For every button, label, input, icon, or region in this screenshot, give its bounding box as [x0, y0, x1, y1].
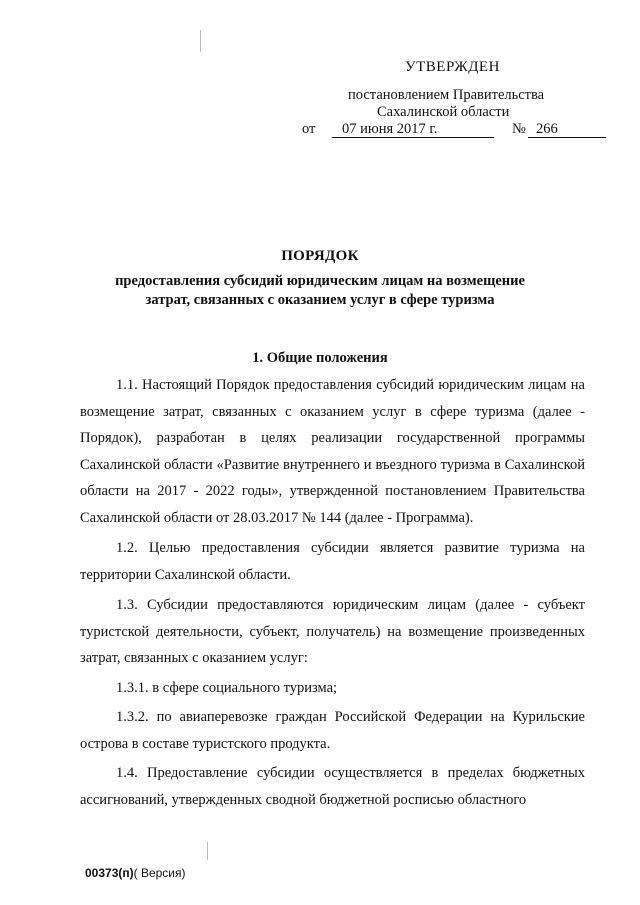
subtitle-line-2: затрат, связанных с оказанием услуг в сфере туризма — [145, 292, 495, 308]
approval-date: 07 июня 2017 г. — [342, 121, 438, 137]
footer-code: 00373(п) — [85, 866, 134, 880]
approval-number: 266 — [536, 121, 558, 137]
scan-mark — [200, 30, 201, 52]
approval-date-line — [302, 120, 602, 140]
section-title: 1. Общие положения — [252, 350, 388, 366]
date-field — [332, 120, 494, 138]
from-label: от — [302, 121, 316, 137]
paragraph: 1.1. Настоящий Порядок предоставления субсидий юридическим лицам на возмещение затрат, связанных с оказанием услуг в сфере туризма (далее - Порядок), разработан в целях реализации государственной программы Сахалинской области «Развитие внутреннего и въездного туризма в Сахалинской области на 2017 - 2022 годы», утвержденной постановлением Правительства Сахалинской области от 28.03.2017 № 144 (далее - Программа). — [80, 377, 585, 526]
number-field — [528, 120, 606, 138]
document-title: ПОРЯДОК — [281, 248, 359, 264]
paragraph: 1.2. Целью предоставления субсидии является развитие туризма на территории Сахалинской области. — [80, 540, 585, 583]
footer-version: ( Версия) — [133, 866, 186, 880]
number-label: № — [512, 121, 526, 137]
document-subtitle — [100, 272, 540, 310]
scan-mark — [207, 842, 208, 860]
approval-line-2: Сахалинской области — [377, 104, 510, 120]
approval-title: УТВЕРЖДЕН — [405, 59, 500, 75]
footer — [85, 866, 186, 880]
subtitle-line-1: предоставления субсидий юридическим лицам на возмещение — [115, 273, 525, 289]
paragraph: 1.3.1. в сфере социального туризма; — [116, 679, 338, 696]
section-body — [80, 372, 585, 813]
paragraph: 1.3. Субсидии предоставляются юридическим лицам (далее - субъект туристской деятельности, субъект, получатель) на возмещение произведенных затрат, связанных с оказанием услуг: — [80, 597, 585, 666]
approval-line-1: постановлением Правительства — [348, 87, 545, 103]
paragraph: 1.4. Предоставление субсидии осуществляется в пределах бюджетных ассигнований, утвержденных сводной бюджетной росписью областного — [80, 765, 585, 808]
paragraph: 1.3.2. по авиаперевозке граждан Российской Федерации на Курильские острова в составе туристского продукта. — [80, 709, 585, 752]
